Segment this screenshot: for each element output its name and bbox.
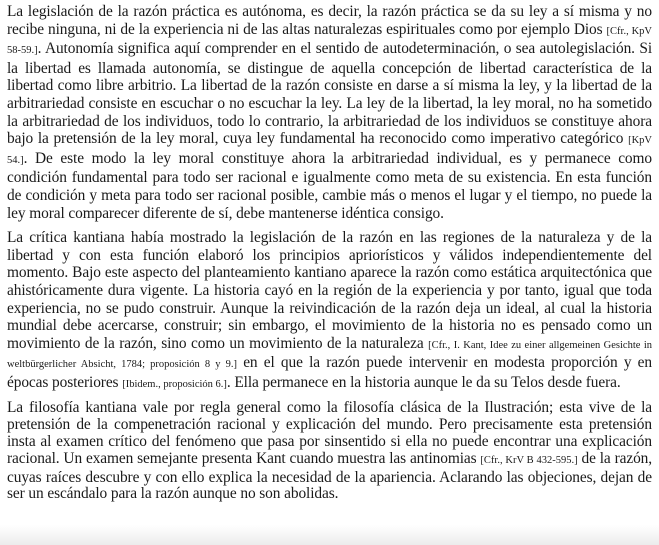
paragraph-history [7, 229, 652, 393]
text: . De este modo la ley moral constituye ahora la arbitrariedad individual, es y permanece como condición fundamental para todo ser racional e igualmente como meta de su existencia. En esta función de condición y meta para todo ser racional posible, cambie más o menos el lugar y el tiempo, no puede la ley moral comparecer diferente de sí, debe mantenerse idéntica consigo. [7, 149, 652, 222]
text: de la razón, cuyas raíces descubre y con ello explica la necesidad de la apariencia. Aclarando las objeciones, dejan de ser un escándalo para la razón aunque no son abolidas. [7, 449, 653, 503]
text: La legislación de la razón práctica es autónoma, es decir, la razón práctica se da su ley a sí misma y no recibe ninguna, ni de la experiencia ni de las altas naturalezas espirituales como por ejemplo Dios [7, 3, 652, 38]
citation: [Cfr., KrV B 432-595.] [480, 454, 578, 466]
page-bottom-shadow [0, 525, 659, 545]
text: en el que la razón puede intervenir en modesta proporción y en épocas posteriores [7, 354, 652, 391]
paragraph-enlightenment [7, 400, 652, 503]
text: La crítica kantiana había mostrado la legislación de la razón en las regiones de la naturaleza y de la libertad y con esta función elaboró los principios apriorísticos y válidos independientemente del momento. Bajo este aspecto del planteamiento kantiano aparece la razón como estática arquitectónica que ahistóricamente dura vigente. La historia cayó en la región de la experiencia y por tanto, igual que toda experiencia, no se pudo construir. Aunque la reivindicación de la razón deja un ideal, al cual la historia mundial debe acercarse, construir; sin embargo, el movimiento de la historia no es pensado como un movimiento de la razón, sino como un movimiento de la naturaleza [7, 229, 652, 352]
citation: [Cfr., I. Kant, Idee zu einer allgemeinen Gesichte in weltbürgerlicher Absicht, 1784; proposición 8 y 9.] [7, 339, 652, 371]
text: . Ella permanece en la historia aunque le da su Telos desde fuera. [226, 373, 621, 391]
text: La filosofía kantiana vale por regla general como la filosofía clásica de la Ilustración; esta vive de la pretensión de la compenetración racional y explicación del mundo. Pero precisamente esta pretensión insta al examen crítico del fenómeno que pasa por sinsentido si ella no puede encontrar una explicación racional. Un examen semejante presenta Kant cuando muestra las antinomias [7, 399, 652, 467]
paragraph-autonomy [7, 3, 652, 222]
text: . Autonomía significa aquí comprender en el sentido de autodeterminación, o sea autolegislación. Si la libertad es llamada autonomía, se distingue de aquella concepción de libertad característica de la libertad como libre arbitrio. La libertad de la razón consiste en darse a sí misma la ley, y la libertad de la arbitrariedad consiste en escuchar o no escuchar la ley. La ley de la libertad, la ley moral, no ha sometido la arbitrariedad de los individuos, todo lo contrario, la arbitrariedad de los individuos se constituye ahora bajo la pretensión de la ley moral, cuya ley fundamental ha reconocido como imperativo categórico [7, 40, 652, 148]
citation: [Ibidem., proposición 6.] [122, 378, 227, 390]
citation: [KpV 54.] [7, 135, 652, 166]
citation: [Cfr., KpV 58-59.] [7, 25, 652, 57]
document-body [7, 3, 652, 510]
